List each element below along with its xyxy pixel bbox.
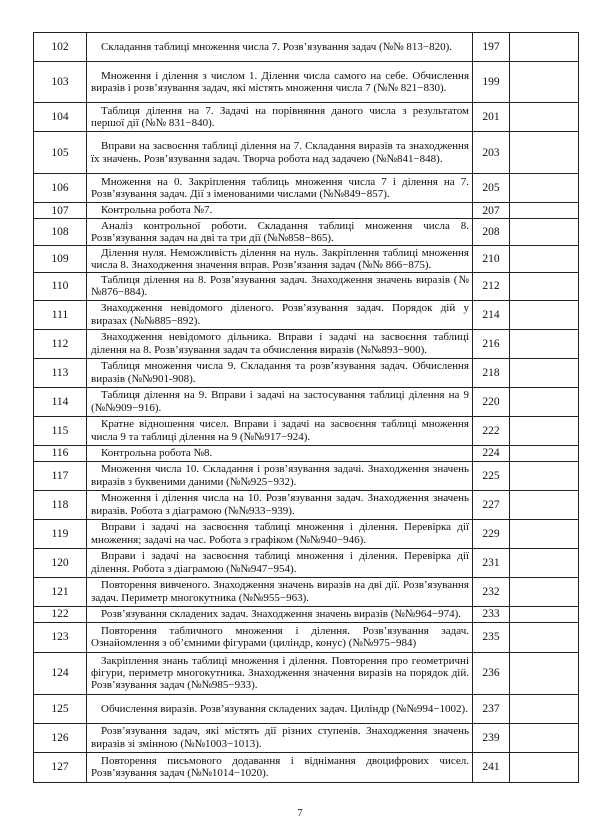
lesson-topic-cell [87,548,473,577]
lesson-topic: Вправи і задачі на засвоєння таблиці множення і ділення. Перевірка дії множення; задачі на час. Робота з графіком (№№940−946). [91,521,469,546]
lesson-topic: Закріплення знань таблиці множення і ділення. Повторення про геометричні фігури, периметр многокутника. Знаходження значення виразів на порядок дій. Розв’язування задач (№№985−933). [91,654,469,692]
lesson-topic-cell [87,519,473,548]
notes-cell [510,132,579,174]
notes-cell [510,606,579,622]
lesson-number: 127 [34,752,87,782]
lesson-topic: Повторення табличного множення і ділення. Розв’язування задач. Ознайомлення з об’ємними фігурами (циліндр, конус) (№№975−984) [91,624,469,650]
lesson-number: 123 [34,622,87,652]
lesson-topic: Множення і ділення з числом 1. Ділення числа самого на себе. Обчислення виразів і розв’язування задач, які містять множення числа 7 (№№ 821−830). [91,69,469,94]
lesson-number: 116 [34,445,87,461]
notes-cell [510,300,579,329]
lesson-row [34,694,579,723]
lesson-number: 109 [34,246,87,273]
lesson-page: 203 [473,132,510,174]
notes-cell [510,246,579,273]
lesson-topic: Таблиця ділення на 9. Вправи і задачі на застосування таблиці ділення на 9 (№№909−916). [91,389,469,414]
lesson-number: 121 [34,577,87,606]
lesson-topic: Контрольна робота №7. [101,204,213,217]
lesson-page: 229 [473,519,510,548]
lesson-page: 222 [473,416,510,445]
lesson-topic-cell [87,329,473,358]
lesson-topic-cell [87,174,473,203]
lesson-topic-cell [87,246,473,273]
lesson-number: 106 [34,174,87,203]
lesson-topic-cell [87,606,473,622]
lesson-plan-body [34,33,579,783]
lesson-topic: Множення на 0. Закріплення таблиць множення числа 7 і ділення на 7. Розв’язування задач. Дії з іменованими числами (№№849−857). [91,175,469,200]
lesson-topic-cell [87,62,473,103]
lesson-row [34,490,579,519]
lesson-topic-cell [87,723,473,752]
lesson-topic-cell [87,416,473,445]
notes-cell [510,358,579,387]
lesson-topic-cell [87,203,473,219]
lesson-row [34,246,579,273]
lesson-number: 108 [34,219,87,246]
lesson-topic-cell [87,445,473,461]
notes-cell [510,329,579,358]
lesson-number: 117 [34,461,87,490]
lesson-page: 208 [473,219,510,246]
lesson-topic: Аналіз контрольної роботи. Складання таблиці множення числа 8. Розв’язування задач на дві та три дії (№№858−865). [91,220,469,245]
notes-cell [510,273,579,300]
lesson-row [34,723,579,752]
lesson-topic: Знаходження невідомого діленого. Розв’язування задач. Порядок дій у виразах (№№885−892). [91,302,469,327]
lesson-number: 115 [34,416,87,445]
lesson-row [34,519,579,548]
lesson-number: 118 [34,490,87,519]
lesson-topic: Повторення письмового додавання і віднімання двоцифрових чисел. Розв’язування задач (№№1014−1020). [91,754,469,780]
lesson-topic: Вправи і задачі на засвоєння таблиці множення і ділення. Перевірка дії ділення. Робота з діаграмою (№№947−954). [91,550,469,575]
lesson-number: 113 [34,358,87,387]
page-number: 7 [297,807,303,819]
lesson-topic-cell [87,103,473,132]
lesson-number: 125 [34,694,87,723]
lesson-topic-cell [87,33,473,62]
notes-cell [510,387,579,416]
lesson-topic: Таблиця множення числа 9. Складання та розв’язування задач. Обчислення виразів (№№901-908). [91,360,469,385]
lesson-page: 224 [473,445,510,461]
lesson-row [34,752,579,782]
notes-cell [510,519,579,548]
lesson-row [34,132,579,174]
lesson-page: 241 [473,752,510,782]
lesson-row [34,577,579,606]
lesson-topic-cell [87,652,473,694]
lesson-page: 236 [473,652,510,694]
lesson-row [34,358,579,387]
notes-cell [510,219,579,246]
notes-cell [510,652,579,694]
lesson-row [34,273,579,300]
lesson-row [34,219,579,246]
lesson-row [34,606,579,622]
lesson-topic: Складання таблиці множення числа 7. Розв’язування задач (№№ 813−820). [101,40,453,53]
lesson-row [34,174,579,203]
notes-cell [510,622,579,652]
lesson-plan-table [33,32,579,783]
lesson-topic-cell [87,358,473,387]
lesson-page: 235 [473,622,510,652]
lesson-row [34,103,579,132]
lesson-page: 227 [473,490,510,519]
lesson-page: 207 [473,203,510,219]
lesson-row [34,33,579,62]
lesson-topic-cell [87,300,473,329]
lesson-page: 212 [473,273,510,300]
notes-cell [510,103,579,132]
lesson-row [34,329,579,358]
lesson-topic-cell [87,490,473,519]
lesson-row [34,387,579,416]
lesson-number: 124 [34,652,87,694]
lesson-page: 220 [473,387,510,416]
notes-cell [510,203,579,219]
lesson-row [34,445,579,461]
lesson-page: 233 [473,606,510,622]
lesson-number: 120 [34,548,87,577]
lesson-topic-cell [87,461,473,490]
lesson-topic: Таблиця ділення на 7. Задачі на порівняння даного числа з результатом першої дії (№№ 831−840). [91,104,469,129]
lesson-topic-cell [87,752,473,782]
lesson-number: 112 [34,329,87,358]
lesson-topic-cell [87,622,473,652]
notes-cell [510,62,579,103]
lesson-topic: Таблиця ділення на 8. Розв’язування задач. Знаходження значень виразів (№№876−884). [91,274,469,299]
lesson-row [34,416,579,445]
lesson-number: 110 [34,273,87,300]
notes-cell [510,33,579,62]
lesson-topic-cell [87,273,473,300]
lesson-row [34,62,579,103]
notes-cell [510,577,579,606]
lesson-row [34,652,579,694]
lesson-page: 239 [473,723,510,752]
lesson-topic-cell [87,577,473,606]
lesson-page: 231 [473,548,510,577]
lesson-page: 210 [473,246,510,273]
lesson-page: 197 [473,33,510,62]
lesson-row [34,461,579,490]
lesson-topic: Вправи на засвоєння таблиці ділення на 7. Складання виразів та знаходження їх значень. Розв’язування задач. Творча робота над задачею (№№841−848). [91,140,469,165]
lesson-topic-cell [87,132,473,174]
lesson-page: 214 [473,300,510,329]
lesson-topic: Знаходження невідомого дільника. Вправи і задачі на засвоєння таблиці ділення на 8. Розв’язування задач та обчислення виразів (№№893−900). [91,331,469,356]
lesson-number: 107 [34,203,87,219]
lesson-number: 122 [34,606,87,622]
notes-cell [510,174,579,203]
lesson-page: 199 [473,62,510,103]
lesson-topic: Ділення нуля. Неможливість ділення на нуль. Закріплення таблиці множення числа 8. Знаходження значення вправ. Розв’язання задач (№№ 866−875). [91,247,469,272]
lesson-number: 102 [34,33,87,62]
lesson-page: 216 [473,329,510,358]
lesson-topic: Кратне відношення чисел. Вправи і задачі на засвоєння таблиці множення числа 9 та таблиці ділення на 9 (№№917−924). [91,418,469,443]
notes-cell [510,461,579,490]
lesson-topic: Контрольна робота №8. [101,447,213,460]
lesson-page: 225 [473,461,510,490]
lesson-topic: Множення числа 10. Складання і розв’язування задачі. Знаходження значень виразів з буквеними даними (№№925−932). [91,463,469,488]
lesson-topic-cell [87,387,473,416]
lesson-topic: Розв’язування задач, які містять дії різних ступенів. Знаходження значень виразів зі змінною (№№1003−1013). [91,725,469,750]
lesson-row [34,622,579,652]
lesson-number: 114 [34,387,87,416]
lesson-row [34,300,579,329]
notes-cell [510,752,579,782]
lesson-number: 126 [34,723,87,752]
lesson-topic-cell [87,694,473,723]
notes-cell [510,694,579,723]
notes-cell [510,723,579,752]
lesson-topic: Множення і ділення числа на 10. Розв’язування задач. Знаходження значень виразів. Робота з діаграмою (№№933−939). [91,492,469,517]
lesson-page: 201 [473,103,510,132]
lesson-number: 105 [34,132,87,174]
lesson-page: 232 [473,577,510,606]
notes-cell [510,548,579,577]
lesson-number: 104 [34,103,87,132]
lesson-page: 218 [473,358,510,387]
lesson-number: 103 [34,62,87,103]
notes-cell [510,490,579,519]
lesson-row [34,203,579,219]
lesson-page: 205 [473,174,510,203]
lesson-row [34,548,579,577]
lesson-number: 119 [34,519,87,548]
lesson-topic: Обчислення виразів. Розв’язування складених задач. Циліндр (№№994−1002). [101,702,468,715]
lesson-number: 111 [34,300,87,329]
notes-cell [510,445,579,461]
lesson-page: 237 [473,694,510,723]
lesson-topic: Повторення вивченого. Знаходження значень виразів на дві дії. Розв’язування задач. Периметр многокутника (№№955−963). [91,579,469,604]
notes-cell [510,416,579,445]
lesson-topic-cell [87,219,473,246]
lesson-topic: Розв’язування складених задач. Знаходження значень виразів (№№964−974). [101,608,462,621]
